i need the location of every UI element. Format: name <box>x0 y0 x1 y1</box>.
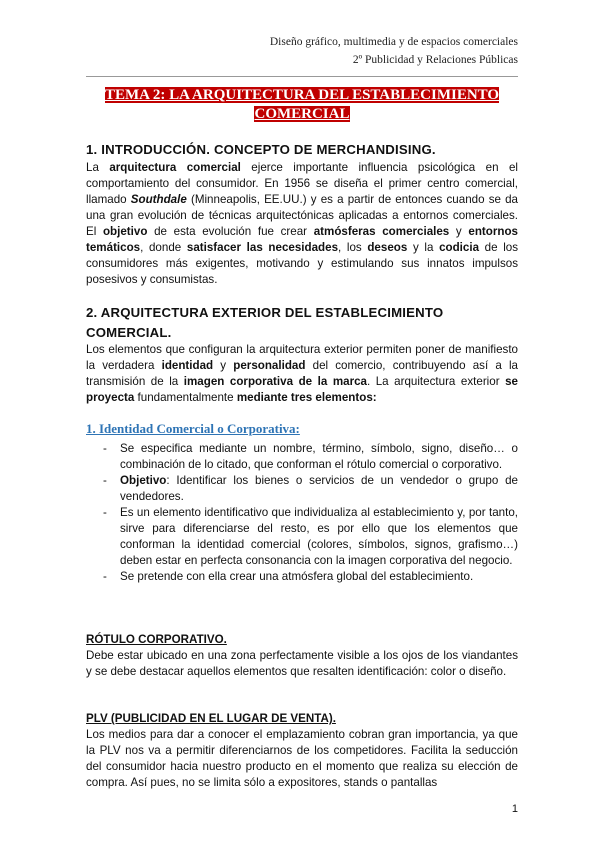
s2-bold: mediante tres elementos: <box>236 391 377 404</box>
list-item-text: : Identificar los bienes o servicios de un vendedor o grupo de vendedores. <box>120 474 518 503</box>
page-number: 1 <box>511 803 518 815</box>
header-course-title: Diseño gráfico, multimedia y de espacios comerciales <box>269 36 518 48</box>
s2-bold: personalidad <box>233 359 306 372</box>
s1-text: y <box>449 225 469 238</box>
s2-text: del comercio, contribuyendo así a la transmisión de la <box>86 359 518 388</box>
s1-text: , los <box>338 241 368 254</box>
subsection-identity-heading: 1. Identidad Comercial o Corporativa: <box>86 421 300 436</box>
page-title <box>86 86 518 124</box>
s1-bold: entornos temáticos <box>86 225 518 254</box>
s2-text: y <box>213 359 234 372</box>
s1-bold: atmósferas comerciales <box>313 225 450 238</box>
s2-bold: se proyecta <box>86 375 518 404</box>
header-degree: 2º Publicidad y Relaciones Públicas <box>352 54 518 66</box>
s1-text: (Minneapolis, EE.UU.) y es a partir de entonces cuando se da una gran evolución de técnicas arquitectónicas aplicadas a entornos comerciales. El <box>86 193 518 238</box>
section-2-heading: 2. ARQUITECTURA EXTERIOR DEL ESTABLECIMIENTO COMERCIAL. <box>86 305 444 340</box>
s2-bold: identidad <box>161 359 214 372</box>
section-1-heading: 1. INTRODUCCIÓN. CONCEPTO DE MERCHANDISING. <box>86 142 436 157</box>
rotulo-paragraph: Debe estar ubicado en una zona perfectamente visible a los ojos de los viandantes y se debe destacar aquellos elementos que resalten identificación: color o diseño. <box>86 649 518 678</box>
list-item: - Se pretende con ella crear una atmósfera global del establecimiento. <box>103 569 518 585</box>
header-divider <box>86 76 518 77</box>
plv-heading: PLV (PUBLICIDAD EN EL LUGAR DE VENTA). <box>86 712 336 725</box>
s1-bold-italic: Southdale <box>130 193 187 206</box>
identity-list <box>103 441 518 585</box>
s2-bold: imagen corporativa de la marca <box>183 375 367 388</box>
section-2-paragraph <box>86 342 518 406</box>
s1-bold: objetivo <box>102 225 148 238</box>
rotulo-heading: RÓTULO CORPORATIVO. <box>86 633 227 646</box>
s1-text: de los consumidores más exigentes, motivando y estimulando sus innatos impulsos posesivos y consumistas. <box>86 241 519 286</box>
s1-bold: arquitectura comercial <box>109 161 241 174</box>
s1-text: y la <box>407 241 440 254</box>
list-item: - Se especifica mediante un nombre, término, símbolo, signo, diseño… o combinación de lo citado, que conforman el rótulo comercial o corporativo. <box>103 441 518 473</box>
list-item <box>103 473 518 505</box>
s2-text: Los elementos que configuran la arquitectura exterior permiten poner de manifiesto la verdadera <box>86 343 518 372</box>
s2-text: . La arquitectura exterior <box>366 375 506 388</box>
plv-paragraph: Los medios para dar a conocer el emplazamiento cobran gran importancia, ya que la PLV nos va a permitir diferenciarnos de los competidores. Facilita la seducción del consumidor hacia nuestro producto en el momento que realiza su elección de compra. Así pues, no se limita sólo a expositores, stands o pantallas <box>86 728 518 789</box>
s1-text: La <box>86 161 110 174</box>
s1-text: ejerce importante influencia psicológica en el comportamiento del consumidor. En 1956 se diseña el primer centro comercial, llamado <box>86 161 518 206</box>
s1-text: , donde <box>140 241 187 254</box>
page-title-text: TEMA 2: LA ARQUITECTURA DEL ESTABLECIMIENTO COMERCIAL <box>104 87 500 122</box>
section-1-paragraph <box>86 160 518 288</box>
s1-bold: codicia <box>439 241 480 254</box>
s2-text: fundamentalmente <box>134 391 237 404</box>
s1-bold: deseos <box>367 241 408 254</box>
list-item-bold: Objetivo <box>120 474 167 487</box>
s1-text: de esta evolución fue crear <box>147 225 314 238</box>
s1-bold: satisfacer las necesidades <box>186 241 339 254</box>
list-item: - Es un elemento identificativo que individualiza al establecimiento y, por tanto, sirve para diferenciarse del resto, es por ello que los elementos que conforman la identidad comercial (colores, símbolos, signos, grafismo…) deben estar en perfecta consonancia con la imagen corporativa del negocio. <box>103 505 518 569</box>
